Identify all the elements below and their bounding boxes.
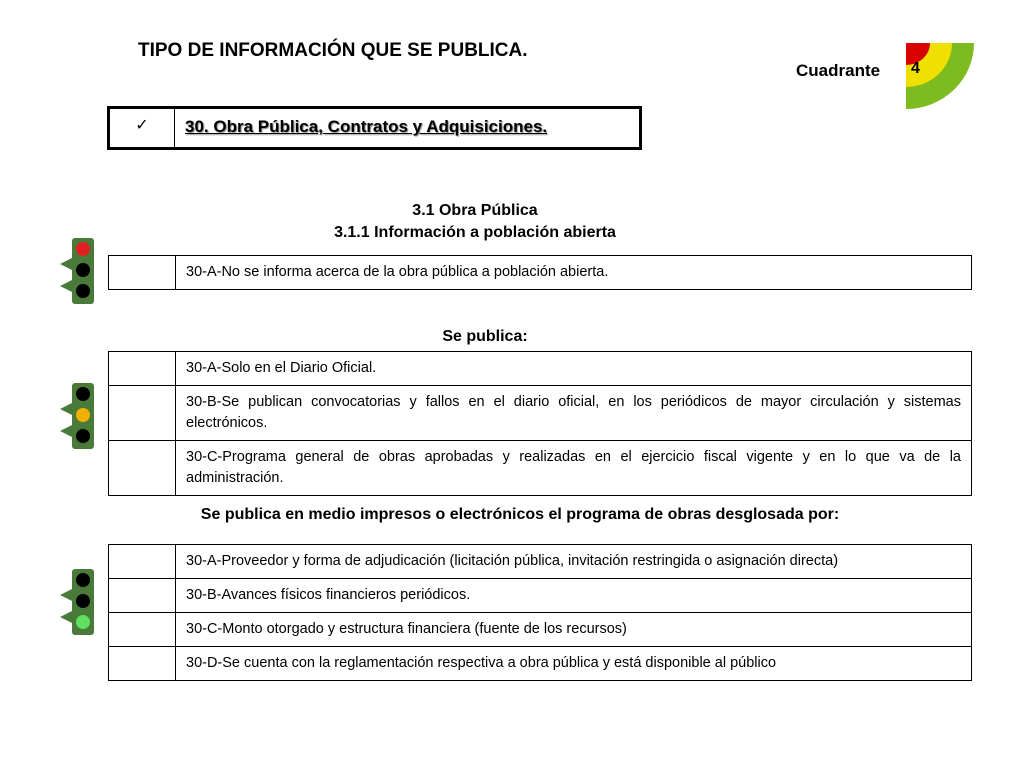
traffic-light-red-icon bbox=[60, 236, 100, 306]
criteria-table-3 bbox=[108, 544, 972, 681]
criterion-text: 30-B-Avances físicos financieros periódicos. bbox=[176, 579, 972, 613]
table-row bbox=[109, 386, 972, 441]
table-row bbox=[109, 647, 972, 681]
criterion-text: 30-A-Solo en el Diario Oficial. bbox=[176, 352, 972, 386]
cuadrante-number: 4 bbox=[911, 60, 920, 77]
check-cell[interactable] bbox=[109, 579, 176, 613]
section-heading: Se publica en medio impresos o electrónicos el programa de obras desglosada por: bbox=[200, 506, 840, 523]
item-box bbox=[107, 106, 642, 150]
check-cell[interactable] bbox=[109, 352, 176, 386]
criterion-text: 30-B-Se publican convocatorias y fallos en el diario oficial, en los periódicos de mayor circulación y sistemas electrónicos. bbox=[176, 386, 972, 441]
check-cell[interactable] bbox=[109, 256, 176, 290]
criterion-text: 30-C-Monto otorgado y estructura financiera (fuente de los recursos) bbox=[176, 613, 972, 647]
check-cell[interactable] bbox=[109, 386, 176, 441]
check-cell[interactable] bbox=[109, 545, 176, 579]
item-label: 30. Obra Pública, Contratos y Adquisiciones. bbox=[185, 117, 548, 136]
table-row bbox=[109, 613, 972, 647]
check-mark[interactable]: ✓ bbox=[110, 109, 175, 147]
table-row bbox=[109, 441, 972, 496]
table-row bbox=[109, 352, 972, 386]
check-cell[interactable] bbox=[109, 647, 176, 681]
section-subheading: 3.1.1 Información a población abierta bbox=[334, 224, 616, 241]
section-heading: 3.1 Obra Pública bbox=[412, 202, 538, 219]
criteria-table-2 bbox=[108, 351, 972, 496]
table-row bbox=[109, 579, 972, 613]
section-heading: Se publica: bbox=[442, 328, 528, 345]
criterion-text: 30-A-No se informa acerca de la obra pública a población abierta. bbox=[176, 256, 972, 290]
criterion-text: 30-D-Se cuenta con la reglamentación respectiva a obra pública y está disponible al público bbox=[176, 647, 972, 681]
traffic-light-yellow-icon bbox=[60, 381, 100, 451]
check-cell[interactable] bbox=[109, 441, 176, 496]
table-row bbox=[109, 545, 972, 579]
criterion-text: 30-A-Proveedor y forma de adjudicación (licitación pública, invitación restringida o asignación directa) bbox=[176, 545, 972, 579]
criterion-text: 30-C-Programa general de obras aprobadas y realizadas en el ejercicio fiscal vigente y en lo que va de la administración. bbox=[176, 441, 972, 496]
check-cell[interactable] bbox=[109, 613, 176, 647]
cuadrante-label: Cuadrante bbox=[796, 61, 881, 80]
traffic-light-green-icon bbox=[60, 567, 100, 637]
table-row bbox=[109, 256, 972, 290]
page-title: TIPO DE INFORMACIÓN QUE SE PUBLICA. bbox=[138, 40, 528, 61]
criteria-table-1 bbox=[108, 255, 972, 290]
